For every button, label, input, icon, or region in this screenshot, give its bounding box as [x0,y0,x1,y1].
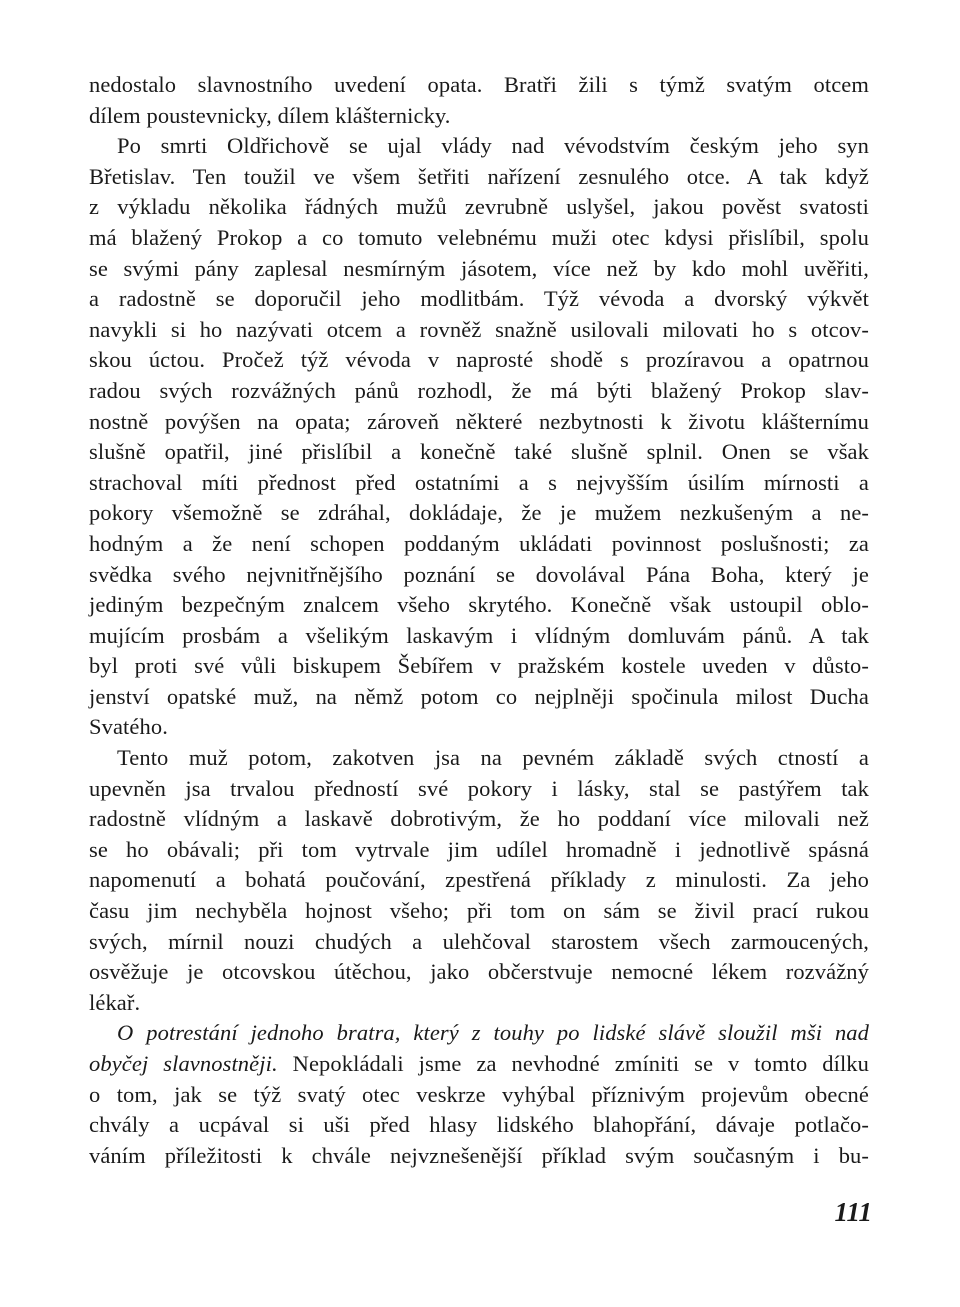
text-line: Břetislav. Ten toužil ve všem šetřiti nařízení zesnulého otce. A tak když [89,163,869,189]
text-line: skou úctou. Pročež týž vévoda v naprosté shodě s prozíravou a opatrnou [89,347,869,373]
text-line: nostně povýšen na opata; zároveň některé nezbytnosti k životu klášternímu [89,408,869,434]
text-line: se ho obávali; při tom vytrvale jim udílel hromadně i jednotlivě spásná [89,836,869,862]
text-line: Svatého. [89,714,168,740]
text-line: o tom, jak se týž svatý otec veskrze vyhýbal příznivým projevům obecné [89,1081,869,1107]
text-line-rest: Nepokládali jsme za nevhodné zmíniti se v tomto dílku [277,1051,870,1076]
text-line: radou svých rozvážných pánů rozhodl, že má býti blažený Prokop slav- [89,377,869,403]
text-line: Tento muž potom, zakotven jsa na pevném základě svých ctností a [117,745,869,771]
body-text [89,70,869,1171]
text-line [89,1049,869,1080]
text-line: chvály a ucpával si uši před hlasy lidského blahopřání, dávaje potlačo- [89,1112,869,1138]
section-heading-end: obyčej slavnostněji. [89,1051,278,1076]
text-line: hodným a že není schopen poddaným ukládati povinnost poslušnosti; za [89,530,869,556]
text-line: a radostně se doporučil jeho modlitbám. Týž vévoda a dvorský výkvět [89,286,869,312]
text-line: váním příležitosti k chvále nejvznešenější příklad svým současným i bu- [89,1142,869,1168]
text-line: lékař. [89,989,141,1015]
text-line: radostně vlídným a laskavě dobrotivým, že ho poddaní více milovali než [89,806,869,832]
text-line: byl proti své vůli biskupem Šebířem v pražském kostele uveden v důsto- [89,653,869,679]
text-line: upevněn jsa trvalou předností své pokory i lásky, stal se pastýřem tak [89,775,869,801]
text-line: jenství opatské muž, na němž potom co nejplněji spočinula milost Ducha [89,683,869,709]
text-line: strachoval míti přednost před ostatními a s nejvyšším úsilím mírnosti a [89,469,869,495]
text-line: se svými pány zaplesal nesmírným jásotem, více než by kdo mohl uvěřiti, [89,255,869,281]
page-number: 111 [834,1197,872,1227]
text-line: navykli si ho nazývati otcem a rovněž snažně usilovali milovati ho s otcov- [89,316,869,342]
text-line: Po smrti Oldřichově se ujal vlády nad vévodstvím českým jeho syn [117,133,869,159]
text-line: mujícím prosbám a všelikým laskavým i vlídným domluvám pánů. A tak [89,622,869,648]
text-line: nedostalo slavnostního uvedení opata. Bratři žili s týmž svatým otcem [89,72,869,97]
text-line: času jim nechyběla hojnost všeho; při tom on sám se živil prací rukou [89,898,869,924]
section-heading-line: O potrestání jednoho bratra, který z touhy po lidské slávě sloužil mši nad [117,1020,869,1046]
text-line: pokory všemožně se zdráhal, dokládaje, že je mužem nezkušeným a ne- [89,500,869,526]
text-line: osvěžuje je otcovskou útěchou, jako občerstvuje nemocné lékem rozvážný [89,959,869,985]
text-line: svědka svého nejvnitřnějšího poznání se dovolával Pána Boha, který je [89,561,869,587]
text-line: jediným bezpečným znalcem všeho skrytého. Konečně však ustoupil oblo- [89,592,869,618]
text-line: slušně opatřil, jiné přislíbil a konečně také slušně splnil. Onen se však [89,439,869,465]
text-line: svých, mírnil nouzi chudých a ulehčoval starostem všech zarmoucených, [89,928,869,954]
text-line: z výkladu několika řádných mužů zevrubně uslyšel, jakou pověst svatosti [89,194,869,220]
text-line: dílem poustevnicky, dílem klášternicky. [89,102,451,128]
text-line: má blažený Prokop a co tomuto velebnému muži otec kdysi přislíbil, spolu [89,224,869,250]
text-line: napomenutí a bohatá poučování, zpestřená příklady z minulosti. Za jeho [89,867,869,893]
